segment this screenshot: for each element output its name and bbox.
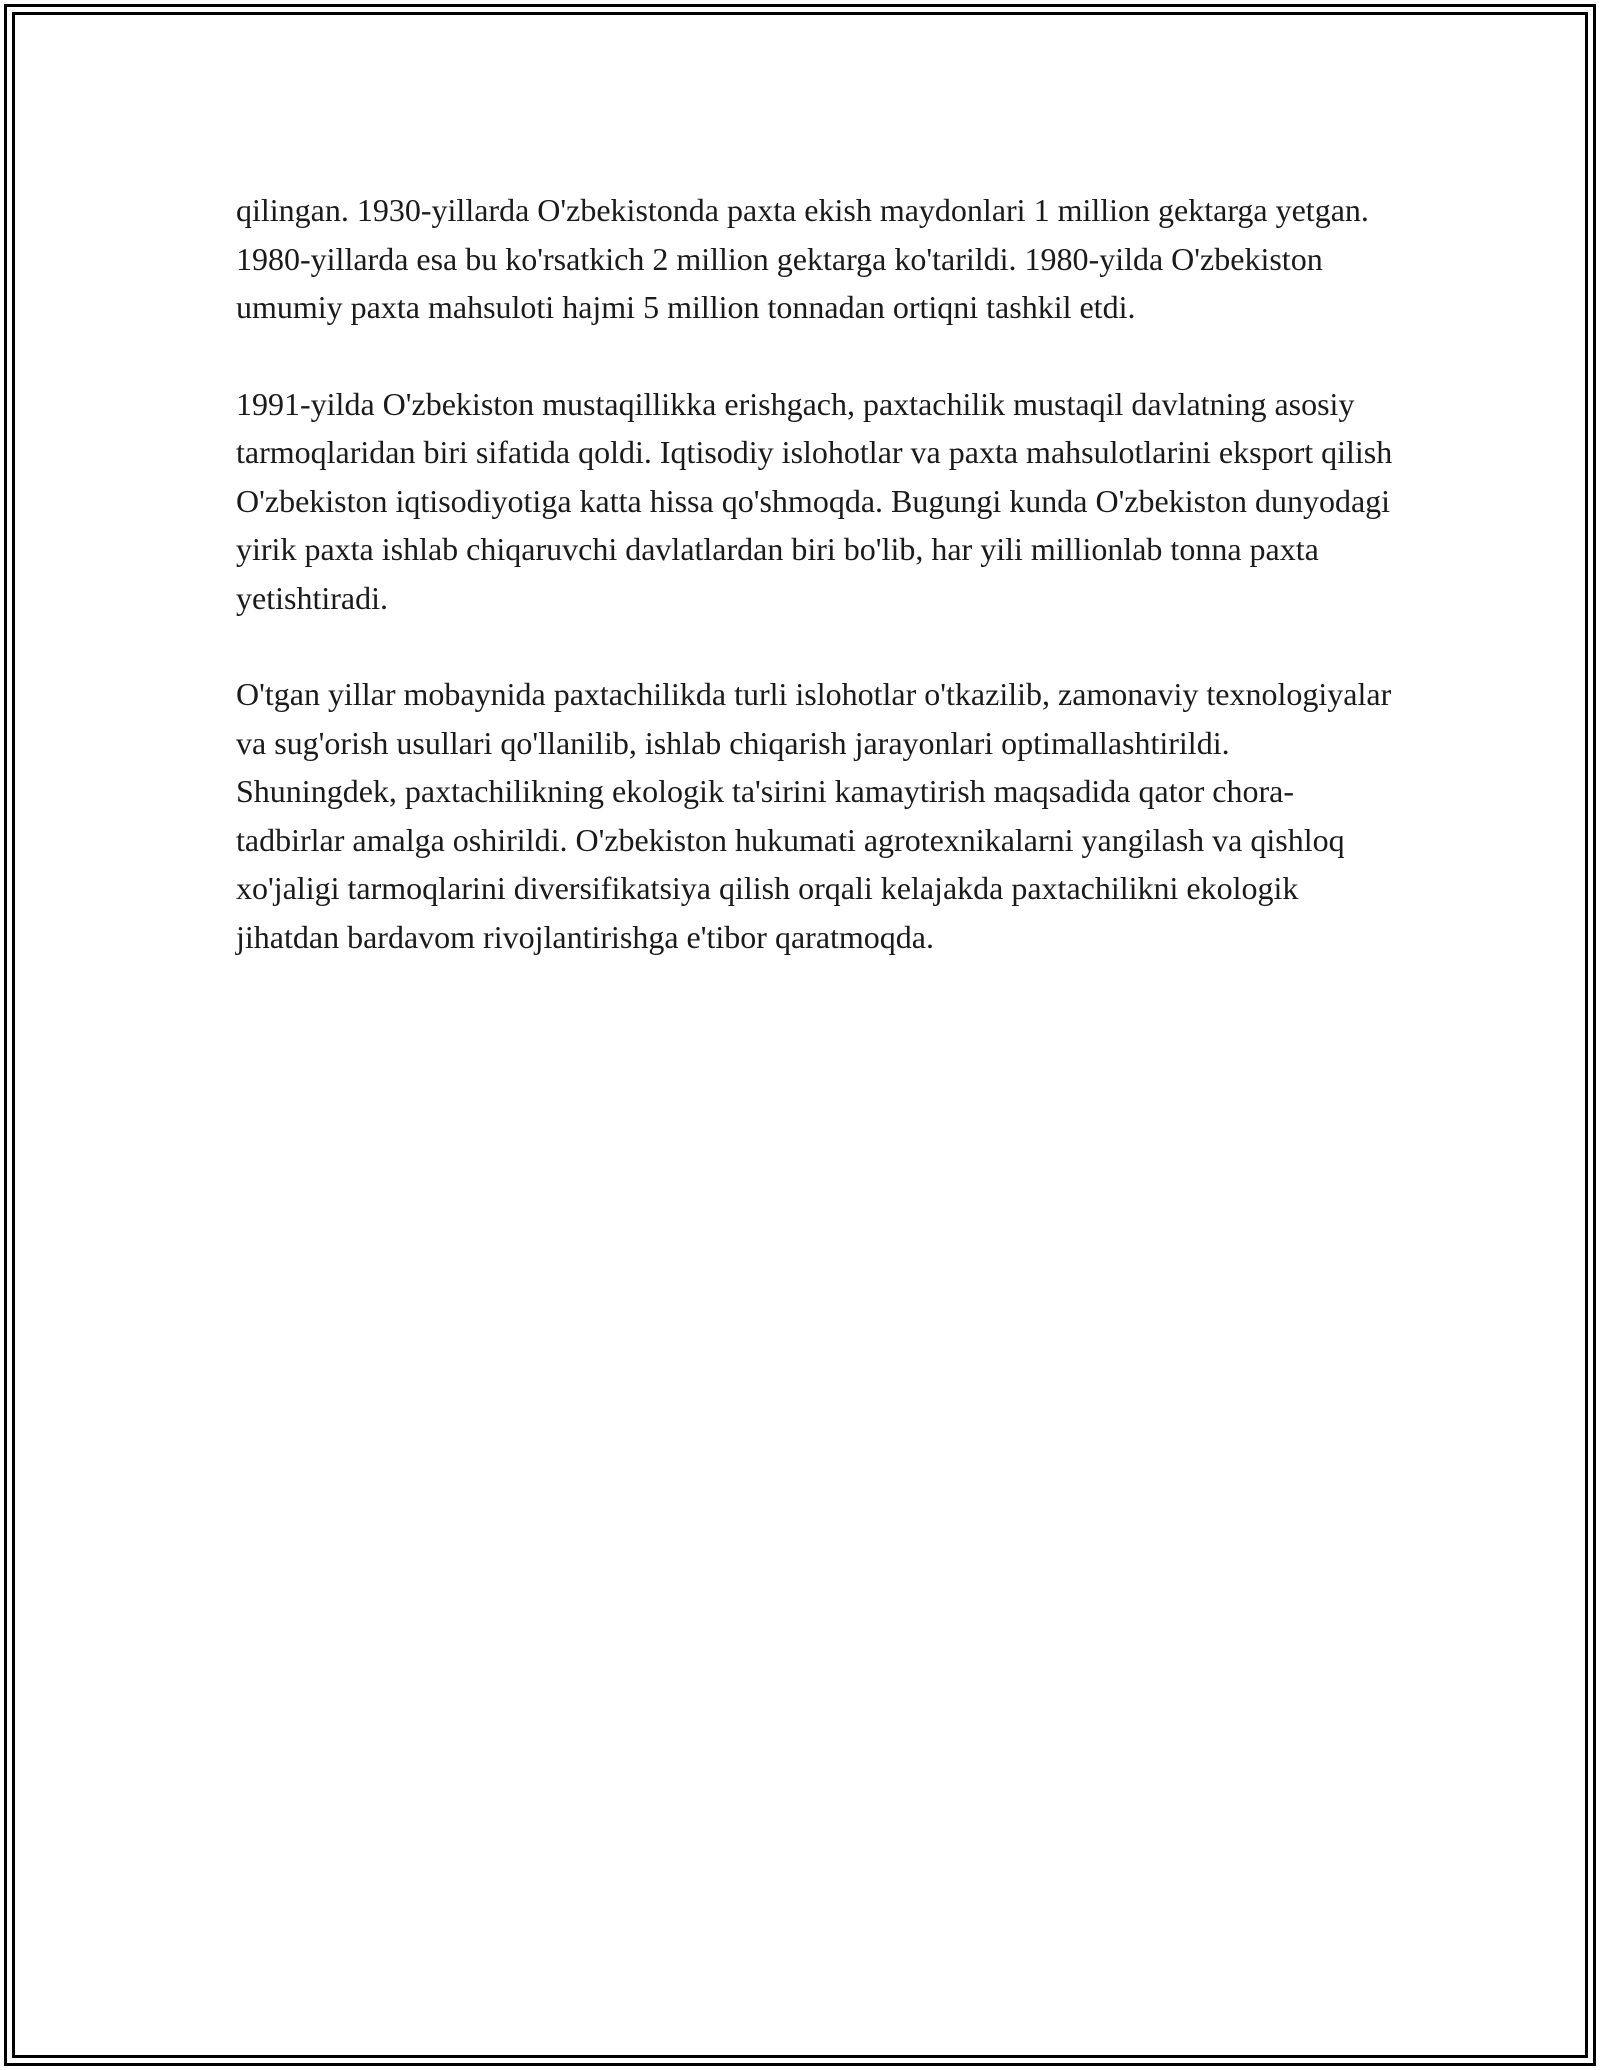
paragraph-2: 1991-yilda O'zbekiston mustaqillikka erishgach, paxtachilik mustaqil davlatning asosiy tarmoqlaridan biri sifatida qoldi. Iqtisodiy islohotlar va paxta mahsulotlarini eksport qilish O'zbekiston iqtisodiyotiga katta hissa qo'shmoqda. Bugungi kunda O'zbekiston dunyodagi yirik paxta ishlab chiqaruvchi davlatlardan biri bo'lib, har yili millionlab tonna paxta yetishtiradi. — [236, 385, 1393, 616]
paragraph-3: O'tgan yillar mobaynida paxtachilikda turli islohotlar o'tkazilib, zamonaviy texnologiyalar va sug'orish usullari qo'llanilib, ishlab chiqarish jarayonlari optimallashtirildi. Shuningdek, paxtachilikning ekologik ta'sirini kamaytirish maqsadida qator chora-tadbirlar amalga oshirildi. O'zbekiston hukumati agrotexnikalarni yangilash va qishloq xo'jaligi tarmoqlarini diversifikatsiya qilish orqali kelajakda paxtachilikni ekologik jihatdan bardavom rivojlantirishga e'tibor qaratmoqda. — [236, 676, 1392, 955]
paragraph-1: qilingan. 1930-yillarda O'zbekistonda paxta ekish maydonlari 1 million gektarga yetgan. 1980-yillarda esa bu ko'rsatkich 2 million gektarga ko'tarildi. 1980-yilda O'zbekiston umumiy paxta mahsuloti hajmi 5 million tonnadan ortiqni tashkil etdi. — [236, 192, 1369, 325]
document-body — [236, 186, 1396, 1009]
